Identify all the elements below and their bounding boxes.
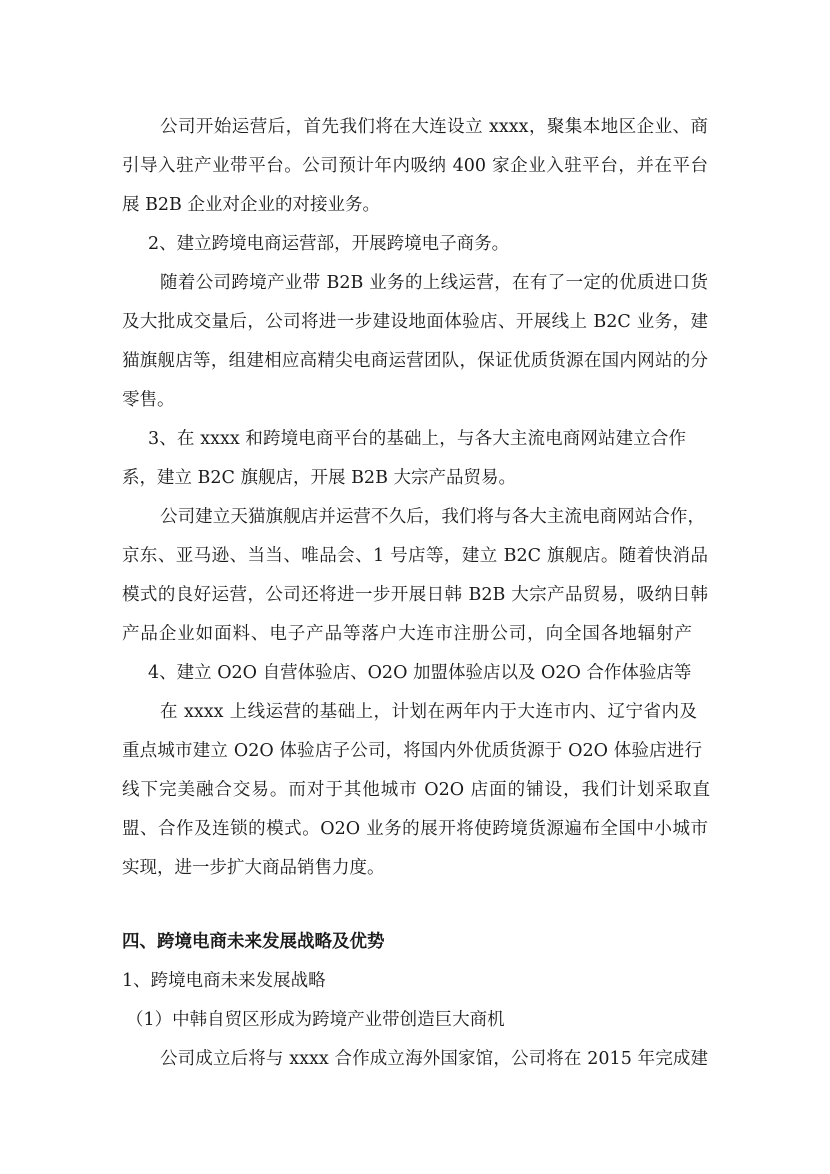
paragraph-line: 公司开始运营后，首先我们将在大连设立 xxxx，聚集本地区企业、商 <box>160 117 708 137</box>
paragraph-line: 引导入驻产业带平台。公司预计年内吸纳 400 家企业入驻平台，并在平台 <box>122 156 708 176</box>
paragraph-line: 及大批成交量后，公司将进一步建设地面体验店、开展线上 B2C 业务，建 <box>122 312 708 332</box>
list-heading: 3、在 xxxx 和跨境电商平台的基础上，与各大主流电商网站建立合作 <box>148 429 686 449</box>
paragraph-line: 线下完美融合交易。而对于其他城市 O2O 店面的铺设，我们计划采取直 <box>122 780 710 800</box>
paragraph-line: 零售。 <box>122 390 175 410</box>
paragraph-line: 重点城市建立 O2O 体验店子公司，将国内外优质货源于 O2O 体验店进行 <box>122 741 702 761</box>
list-heading: 系，建立 B2C 旗舰店，开展 B2B 大宗产品贸易。 <box>122 468 516 488</box>
paragraph-line: 产品企业如面料、电子产品等落户大连市注册公司，向全国各地辐射产 <box>122 624 692 644</box>
paragraph-line: 猫旗舰店等，组建相应高精尖电商运营团队，保证优质货源在国内网站的分 <box>122 351 708 371</box>
paragraph-line: 模式的良好运营，公司还将进一步开展日韩 B2B 大宗产品贸易，吸纳日韩 <box>122 585 708 605</box>
paragraph-line: 公司建立天猫旗舰店并运营不久后，我们将与各大主流电商网站合作， <box>160 507 705 527</box>
paragraph-line: 京东、亚马逊、当当、唯品会、1 号店等，建立 B2C 旗舰店。随着快消品 <box>122 546 708 566</box>
paragraph-line: 公司成立后将与 xxxx 合作成立海外国家馆，公司将在 2015 年完成建 <box>160 1049 708 1069</box>
subsection-heading: 1、跨境电商未来发展战略 <box>122 971 326 991</box>
subsubsection-heading: （1）中韩自贸区形成为跨境产业带创造巨大商机 <box>126 1010 505 1030</box>
paragraph-line: 展 B2B 企业对企业的对接业务。 <box>122 195 380 215</box>
paragraph-line: 盟、合作及连锁的模式。O2O 业务的展开将使跨境货源遍布全国中小城市 <box>122 819 708 839</box>
list-heading: 4、建立 O2O 自营体验店、O2O 加盟体验店以及 O2O 合作体验店等 <box>148 663 692 683</box>
paragraph-line: 在 xxxx 上线运营的基础上，计划在两年内于大连市内、辽宁省内及 <box>160 702 697 722</box>
section-heading: 四、跨境电商未来发展战略及优势 <box>122 932 385 952</box>
paragraph-line: 随着公司跨境产业带 B2B 业务的上线运营，在有了一定的优质进口货 <box>160 273 708 293</box>
list-heading: 2、建立跨境电商运营部，开展跨境电子商务。 <box>148 234 510 254</box>
paragraph-line: 实现，进一步扩大商品销售力度。 <box>122 858 385 878</box>
